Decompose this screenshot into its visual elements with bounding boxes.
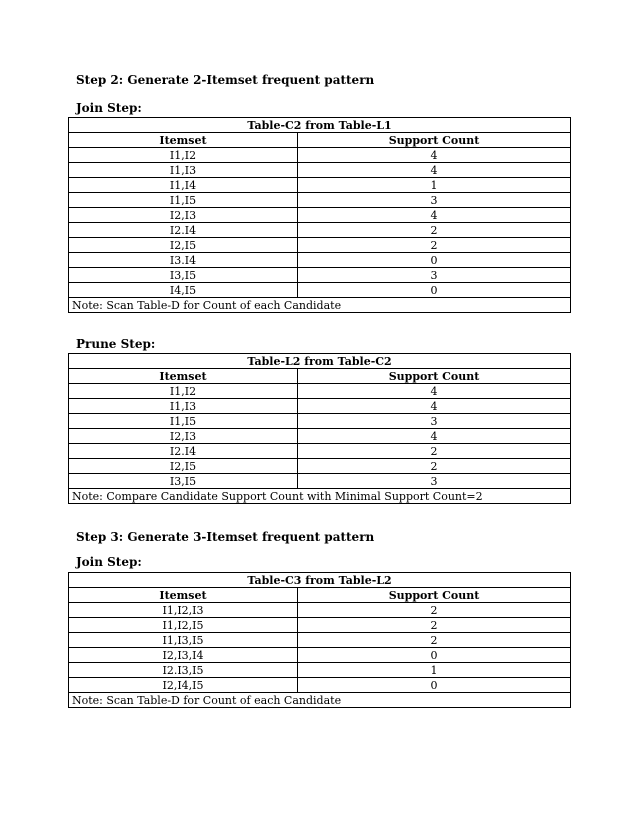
support-count-cell: 4 (298, 384, 571, 399)
table-row (69, 618, 571, 633)
table-row (69, 238, 571, 253)
step2-join-label: Join Step: (76, 101, 142, 115)
itemset-cell: I1,I2,I5 (69, 618, 298, 633)
table-row (69, 384, 571, 399)
itemset-cell: I2,I3 (69, 429, 298, 444)
table-c2 (68, 117, 571, 313)
support-count-cell: 4 (298, 429, 571, 444)
itemset-cell: I3.I4 (69, 253, 298, 268)
itemset-cell: I1,I2 (69, 148, 298, 163)
support-count-cell: 1 (298, 663, 571, 678)
step3-join-label: Join Step: (76, 555, 142, 569)
table-row (69, 663, 571, 678)
table-note: Note: Compare Candidate Support Count with Minimal Support Count=2 (69, 489, 571, 504)
column-header-support-count: Support Count (298, 369, 571, 384)
support-count-cell: 4 (298, 163, 571, 178)
table-row (69, 633, 571, 648)
support-count-cell: 4 (298, 208, 571, 223)
table-l2 (68, 353, 571, 504)
table-note: Note: Scan Table-D for Count of each Candidate (69, 693, 571, 708)
support-count-cell: 0 (298, 283, 571, 298)
itemset-cell: I1,I5 (69, 414, 298, 429)
column-header-support-count: Support Count (298, 133, 571, 148)
itemset-cell: I2,I3,I4 (69, 648, 298, 663)
itemset-cell: I1,I2 (69, 384, 298, 399)
itemset-cell: I1,I4 (69, 178, 298, 193)
support-count-cell: 2 (298, 238, 571, 253)
column-header-itemset: Itemset (69, 133, 298, 148)
itemset-cell: I1,I3 (69, 399, 298, 414)
support-count-cell: 4 (298, 399, 571, 414)
support-count-cell: 2 (298, 603, 571, 618)
itemset-cell: I1,I3,I5 (69, 633, 298, 648)
support-count-cell: 2 (298, 633, 571, 648)
support-count-cell: 0 (298, 253, 571, 268)
support-count-cell: 4 (298, 148, 571, 163)
support-count-cell: 3 (298, 474, 571, 489)
itemset-cell: I2,I5 (69, 238, 298, 253)
column-header-itemset: Itemset (69, 588, 298, 603)
itemset-cell: I4,I5 (69, 283, 298, 298)
table-caption: Table-C2 from Table-L1 (69, 118, 571, 133)
support-count-cell: 2 (298, 444, 571, 459)
table-note: Note: Scan Table-D for Count of each Candidate (69, 298, 571, 313)
itemset-cell: I2,I3 (69, 208, 298, 223)
support-count-cell: 2 (298, 223, 571, 238)
step3-title: Step 3: Generate 3-Itemset frequent pattern (76, 530, 375, 544)
support-count-cell: 1 (298, 178, 571, 193)
table-row (69, 223, 571, 238)
itemset-cell: I1,I3 (69, 163, 298, 178)
table-note-row (69, 489, 571, 504)
support-count-cell: 0 (298, 678, 571, 693)
column-header-support-count: Support Count (298, 588, 571, 603)
prune-step-label: Prune Step: (76, 337, 156, 351)
support-count-cell: 3 (298, 268, 571, 283)
support-count-cell: 2 (298, 618, 571, 633)
support-count-cell: 3 (298, 414, 571, 429)
itemset-cell: I1,I2,I3 (69, 603, 298, 618)
itemset-cell: I2.I4 (69, 223, 298, 238)
table-c3 (68, 572, 571, 708)
table-row (69, 193, 571, 208)
table-row (69, 474, 571, 489)
table-row (69, 283, 571, 298)
support-count-cell: 3 (298, 193, 571, 208)
table-row (69, 399, 571, 414)
table-row (69, 648, 571, 663)
table-row (69, 429, 571, 444)
table-row (69, 678, 571, 693)
table-row (69, 603, 571, 618)
support-count-cell: 0 (298, 648, 571, 663)
table-row (69, 268, 571, 283)
step2-title: Step 2: Generate 2-Itemset frequent pattern (76, 73, 375, 87)
itemset-cell: I1,I5 (69, 193, 298, 208)
table-caption: Table-C3 from Table-L2 (69, 573, 571, 588)
itemset-cell: I2.I4 (69, 444, 298, 459)
table-row (69, 148, 571, 163)
itemset-cell: I2,I5 (69, 459, 298, 474)
support-count-cell: 2 (298, 459, 571, 474)
table-row (69, 163, 571, 178)
table-row (69, 253, 571, 268)
table-row (69, 208, 571, 223)
column-header-itemset: Itemset (69, 369, 298, 384)
table-note-row (69, 693, 571, 708)
itemset-cell: I2,I4,I5 (69, 678, 298, 693)
table-row (69, 178, 571, 193)
itemset-cell: I2.I3,I5 (69, 663, 298, 678)
table-row (69, 444, 571, 459)
table-note-row (69, 298, 571, 313)
table-row (69, 459, 571, 474)
table-caption: Table-L2 from Table-C2 (69, 354, 571, 369)
itemset-cell: I3,I5 (69, 474, 298, 489)
table-row (69, 414, 571, 429)
itemset-cell: I3,I5 (69, 268, 298, 283)
